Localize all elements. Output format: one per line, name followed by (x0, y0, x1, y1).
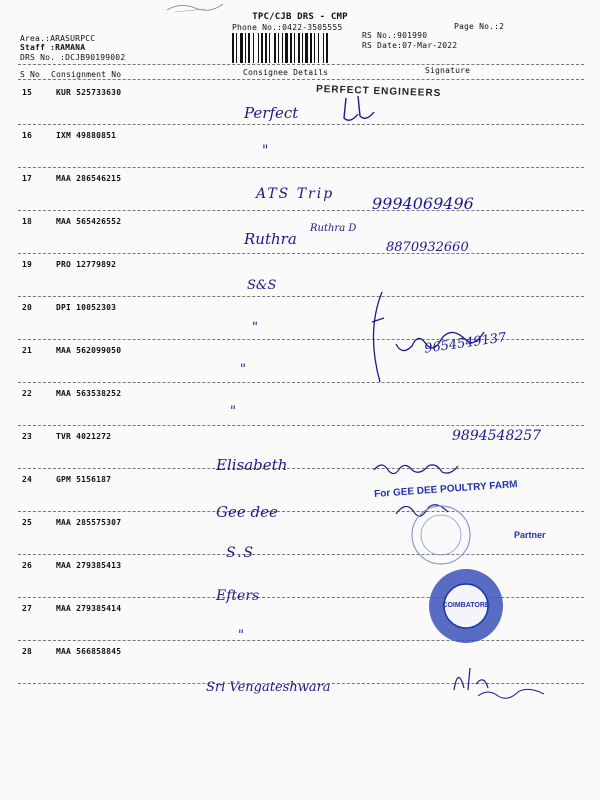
row-serial-number: 20 (22, 303, 33, 312)
handwriting-row-24: Gee dee (216, 503, 278, 521)
signature-row-15 (340, 94, 380, 128)
signature-row-23 (372, 458, 462, 480)
scribble-mark (165, 0, 225, 14)
row-consignment-number: TVR 4021272 (56, 432, 112, 441)
handwriting-row-25: S.S (226, 545, 256, 561)
row-consignment-number: MAA 563538252 (56, 389, 122, 398)
handwriting-row-18: Ruthra (244, 230, 297, 248)
handwriting-row-22: " (230, 404, 236, 419)
seal-inner-text: COIMBATORE (442, 602, 490, 609)
row-consignment-number: MAA 565426552 (56, 217, 122, 226)
handwriting-row-20: " (252, 320, 258, 335)
barcode (230, 33, 356, 63)
row-consignment-number: MAA 285575307 (56, 518, 122, 527)
handwriting-row-28: Sri Vengateshwara (206, 680, 331, 695)
row-consignment-number: MAA 279385414 (56, 604, 122, 613)
gee-dee-stamp: For GEE DEE POULTRY FARM (373, 479, 518, 500)
row-divider (18, 253, 584, 254)
row-divider (18, 210, 584, 211)
row-divider (18, 511, 584, 512)
perfect-engineers-stamp: PERFECT ENGINEERS (315, 83, 442, 100)
row-serial-number: 25 (22, 518, 33, 527)
row-serial-number: 18 (22, 217, 33, 226)
row-serial-number: 17 (22, 174, 33, 183)
row-consignment-number: MAA 286546215 (56, 174, 122, 183)
column-sno: S No (20, 70, 41, 79)
partner-label: Partner (514, 530, 546, 540)
document-title: TPC/CJB DRS - CMP (252, 12, 348, 22)
row-serial-number: 24 (22, 475, 33, 484)
handwriting-row-16: " (262, 143, 269, 159)
column-divider (18, 79, 584, 80)
row-serial-number: 23 (22, 432, 33, 441)
handwriting-row-15: Perfect (244, 104, 299, 122)
row-consignment-number: GPM 5156187 (56, 475, 112, 484)
row-consignment-number: MAA 566858845 (56, 647, 122, 656)
phone-row-17: 9994069496 (372, 194, 474, 213)
row-consignment-number: DPI 10052303 (56, 303, 117, 312)
row-consignment-number: MAA 279385413 (56, 561, 122, 570)
row-consignment-number: MAA 562099050 (56, 346, 122, 355)
handwriting-row-17: ATS Trip (256, 186, 335, 202)
handwriting-row-23: Elisabeth (216, 456, 288, 474)
row-divider (18, 124, 584, 125)
header-divider (18, 64, 584, 65)
row-serial-number: 28 (22, 647, 33, 656)
handwriting-row-27: " (238, 628, 244, 643)
row-consignment-number: KUR 525733630 (56, 88, 122, 97)
row-serial-number: 21 (22, 346, 33, 355)
area-label: Area.:ARASURPCC (20, 34, 96, 43)
row-divider (18, 554, 584, 555)
row-divider (18, 167, 584, 168)
column-signature: Signature (425, 66, 471, 75)
phone-number: Phone No.:0422-3505555 (232, 23, 343, 32)
phone-row-21: 9654549137 (423, 330, 508, 357)
faint-round-stamp (408, 502, 474, 568)
handwriting-row-21: " (240, 362, 246, 377)
handwriting-row-18-sign: Ruthra D (310, 223, 357, 234)
row-consignment-number: PRO 12779892 (56, 260, 117, 269)
rs-number: RS No.:901990 (362, 31, 428, 40)
drs-number: DRS No. :DCJB90199002 (20, 53, 126, 62)
row-consignment-number: IXM 49880851 (56, 131, 117, 140)
row-divider (18, 425, 584, 426)
row-divider (18, 468, 584, 469)
row-serial-number: 26 (22, 561, 33, 570)
row-serial-number: 16 (22, 131, 33, 140)
handwriting-row-26: Efters (216, 588, 260, 604)
rs-date: RS Date:07-Mar-2022 (362, 41, 458, 50)
row-serial-number: 22 (22, 389, 33, 398)
column-consignment: Consignment No (51, 70, 122, 79)
column-consignee: Consignee Details (243, 68, 329, 77)
phone-row-18: 8870932660 (386, 240, 469, 255)
page-number: Page No.:2 (454, 22, 505, 31)
handwriting-row-19: S&S (247, 278, 277, 293)
phone-row-23: 9894548257 (452, 428, 542, 444)
row-serial-number: 19 (22, 260, 33, 269)
row-serial-number: 15 (22, 88, 33, 97)
signature-row-28 (448, 660, 558, 700)
staff-label: Staff :RAMANA (20, 43, 86, 52)
row-serial-number: 27 (22, 604, 33, 613)
